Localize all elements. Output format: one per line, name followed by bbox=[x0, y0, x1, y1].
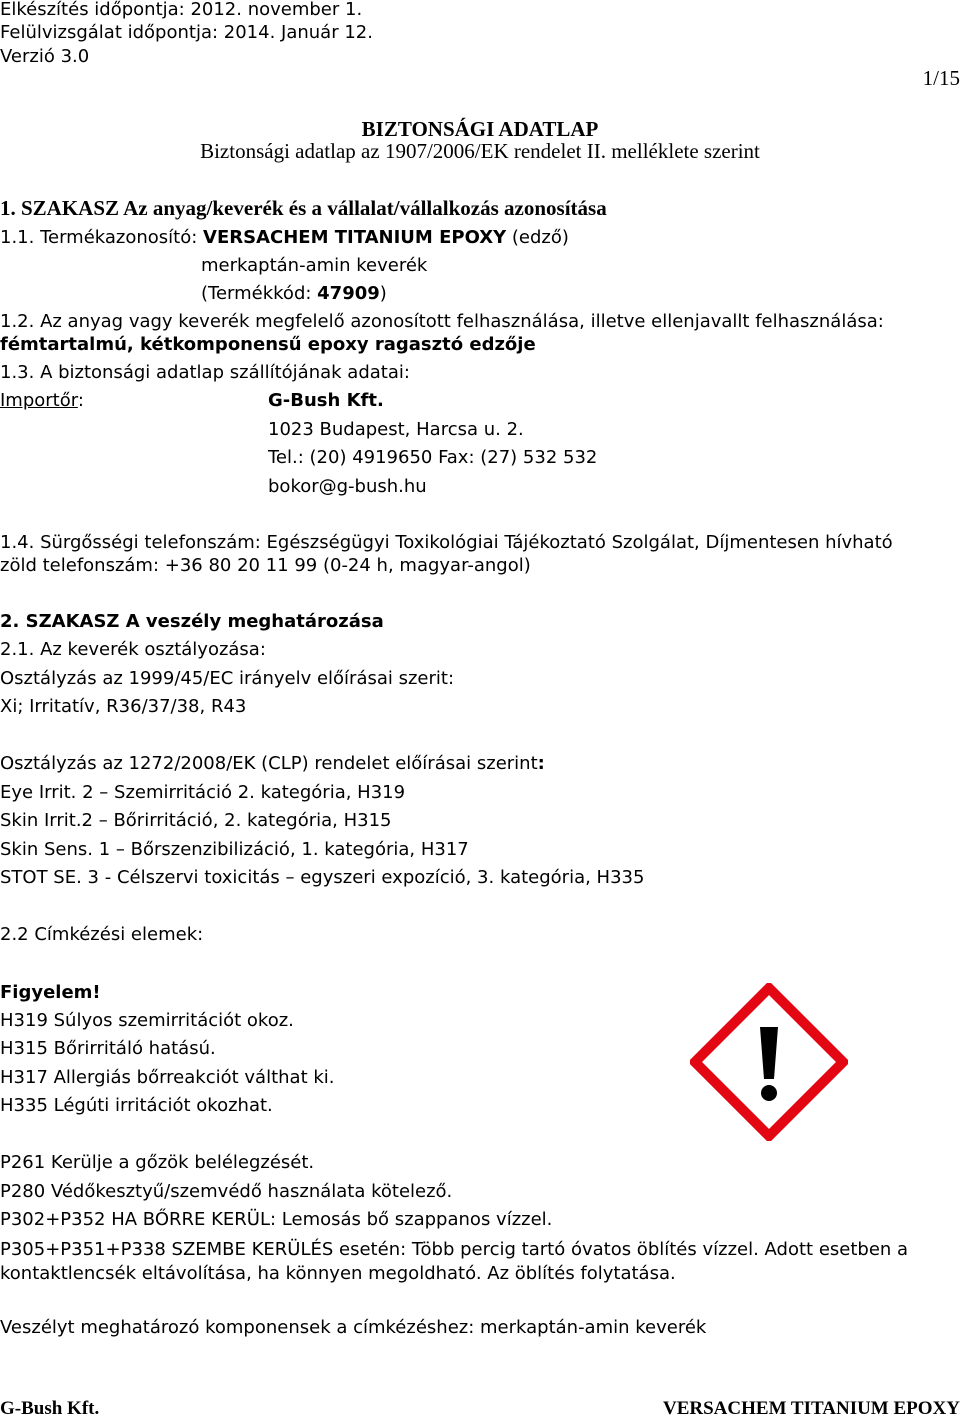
precautionary-statement: P302+P352 HA BŐRRE KERÜL: Lemosás bő szappanos vízzel. bbox=[0, 1209, 553, 1230]
product-identifier-label: 1.1. Termékazonosító: bbox=[0, 227, 204, 248]
emergency-phone-line1: 1.4. Sürgősségi telefonszám: Egészségügyi Toxikológiai Tájékoztató Szolgálat, Díjmentesen hívható bbox=[0, 532, 893, 553]
footer-company: G-Bush Kft. bbox=[0, 1398, 100, 1419]
footer-product: VERSACHEM TITANIUM EPOXY bbox=[663, 1398, 960, 1419]
page-number: 1/15 bbox=[922, 66, 960, 90]
section1-heading: 1. SZAKASZ Az anyag/keverék és a vállalat/vállalkozás azonosítása bbox=[0, 196, 607, 220]
clp-item: Eye Irrit. 2 – Szemirritáció 2. kategória, H319 bbox=[0, 782, 406, 803]
emergency-phone-line2: zöld telefonszám: +36 80 20 11 99 (0-24 h, magyar-angol) bbox=[0, 555, 531, 576]
precautionary-statement-long: P305+P351+P338 SZEMBE KERÜLÉS esetén: Több percig tartó óvatos öblítés vízzel. Adott esetben a kontaktlencsék eltávolítása, ha könnyen megoldható. Az öblítés folytatása. bbox=[0, 1239, 909, 1284]
product-suffix: (edző) bbox=[506, 227, 569, 248]
company-phone: Tel.: (20) 4919650 Fax: (27) 532 532 bbox=[268, 447, 598, 468]
clp-classification-heading: Osztályzás az 1272/2008/EK (CLP) rendelet előírásai szerint: bbox=[0, 753, 545, 774]
product-identifier bbox=[0, 228, 569, 249]
signal-word: Figyelem! bbox=[0, 982, 101, 1003]
directive-classification: Xi; Irritatív, R36/37/38, R43 bbox=[0, 696, 247, 717]
hazard-statement: H319 Súlyos szemirritációt okoz. bbox=[0, 1010, 294, 1031]
clp-item: Skin Sens. 1 – Bőrszenzibilizáció, 1. kategória, H317 bbox=[0, 839, 469, 860]
identified-use: fémtartalmú, kétkomponensű epoxy ragasztó edzője bbox=[0, 334, 536, 355]
identified-uses-heading: 1.2. Az anyag vagy keverék megfelelő azonosított felhasználása, illetve ellenjavallt felhasználása: bbox=[0, 311, 884, 332]
company-address: 1023 Budapest, Harcsa u. 2. bbox=[268, 419, 524, 440]
importer-label: Importőr: bbox=[0, 390, 84, 411]
product-description: merkaptán-amin keverék bbox=[201, 255, 428, 276]
exclamation-mark-pictogram-icon bbox=[690, 983, 848, 1141]
revised-date: Felülvizsgálat időpontja: 2014. Január 12. bbox=[0, 22, 373, 43]
classification-heading: 2.1. Az keverék osztályozása: bbox=[0, 639, 266, 660]
created-date: Elkészítés időpontja: 2012. november 1. bbox=[0, 0, 363, 20]
precautionary-statement: P280 Védőkesztyű/szemvédő használata kötelező. bbox=[0, 1181, 453, 1202]
exclamation-dot bbox=[761, 1085, 777, 1101]
hazard-components: Veszélyt meghatározó komponensek a címkézéshez: merkaptán-amin keverék bbox=[0, 1317, 707, 1338]
hazard-statement: H315 Bőrirritáló hatású. bbox=[0, 1038, 216, 1059]
document-title: BIZTONSÁGI ADATLAP bbox=[361, 117, 599, 141]
document-subtitle: Biztonsági adatlap az 1907/2006/EK rendelet II. melléklete szerint bbox=[200, 139, 760, 163]
clp-item: STOT SE. 3 - Célszervi toxicitás – egyszeri expozíció, 3. kategória, H335 bbox=[0, 867, 645, 888]
label-elements-heading: 2.2 Címkézési elemek: bbox=[0, 924, 204, 945]
directive-classification-heading: Osztályzás az 1999/45/EC irányelv előírásai szerit: bbox=[0, 668, 455, 689]
hazard-statement: H335 Légúti irritációt okozhat. bbox=[0, 1095, 273, 1116]
version: Verzió 3.0 bbox=[0, 46, 90, 67]
precautionary-statement: P261 Kerülje a gőzök belélegzését. bbox=[0, 1152, 315, 1173]
company-name: G-Bush Kft. bbox=[268, 390, 384, 411]
hazard-statement: H317 Allergiás bőrreakciót válthat ki. bbox=[0, 1067, 335, 1088]
clp-item: Skin Irrit.2 – Bőrirritáció, 2. kategória, H315 bbox=[0, 810, 392, 831]
supplier-heading: 1.3. A biztonsági adatlap szállítójának adatai: bbox=[0, 362, 410, 383]
product-code: (Termékkód: 47909) bbox=[201, 283, 387, 304]
company-email: bokor@g-bush.hu bbox=[268, 476, 427, 497]
section2-heading: 2. SZAKASZ A veszély meghatározása bbox=[0, 611, 384, 632]
product-name: VERSACHEM TITANIUM EPOXY bbox=[203, 227, 507, 248]
product-code-value: 47909 bbox=[317, 283, 380, 304]
